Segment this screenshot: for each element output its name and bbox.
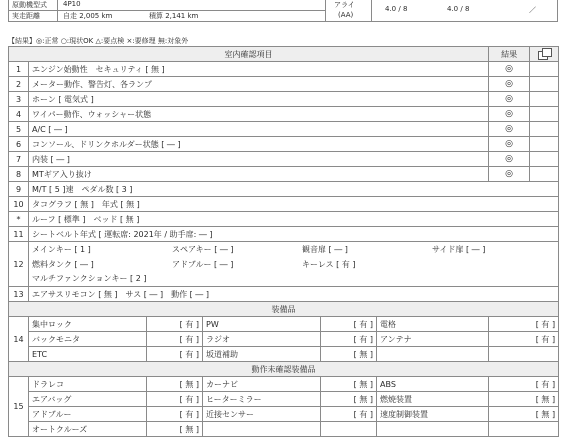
- table-row: [9, 122, 559, 137]
- equipment-title: 装備品: [9, 302, 559, 317]
- multi-function-key: マルチファンクションキー [ 2 ]: [29, 272, 559, 287]
- result-legend: 【結果】◎:正常 ○:現状OK △:要点検 ×:要修理 無:対象外: [8, 37, 189, 45]
- equip-name: [377, 347, 489, 362]
- copy-cell[interactable]: [530, 47, 559, 62]
- equip-value: [ 有 ]: [489, 317, 559, 332]
- row-spacer: [530, 92, 559, 107]
- row-spacer: [530, 122, 559, 137]
- table-row: [9, 137, 559, 152]
- row-number: 13: [9, 287, 29, 302]
- equip-name: カーナビ: [203, 377, 321, 392]
- row-number: 1: [9, 62, 29, 77]
- row-number: 15: [9, 377, 29, 437]
- equip-name: ドラレコ: [29, 377, 147, 392]
- table-row: [9, 422, 559, 437]
- row-spacer: [530, 77, 559, 92]
- equip-name: オートクルーズ: [29, 422, 147, 437]
- equip-value: [ 無 ]: [321, 377, 377, 392]
- alignment-slash: ／: [529, 6, 536, 14]
- table-row: [9, 272, 559, 287]
- row-text: コンソール、ドリンクホルダー状態 [ ― ]: [29, 137, 489, 152]
- row-text: シートベルト年式 [ 運転席: 2021年 / 助手席: ― ]: [29, 227, 559, 242]
- keys-line-2: [29, 257, 559, 272]
- unverified-title: 動作未確認装備品: [9, 362, 559, 377]
- table-row: [9, 107, 559, 122]
- mileage-meter: 自走 2,005 km: [63, 12, 113, 20]
- row-spacer: [530, 167, 559, 182]
- equip-value: [ 有 ]: [489, 332, 559, 347]
- equip-name: [203, 422, 321, 437]
- equip-value: [321, 422, 377, 437]
- equip-name: バックモニタ: [29, 332, 147, 347]
- equip-value: [ 無 ]: [147, 377, 203, 392]
- row-number: 2: [9, 77, 29, 92]
- rear-door: 観音扉 [ ― ]: [302, 244, 348, 254]
- interior-title: 室内確認項目: [9, 47, 489, 62]
- table-row: [9, 257, 559, 272]
- mileage-label: 実走距離: [12, 12, 40, 20]
- row-result: ◎: [489, 122, 530, 137]
- table-row: [9, 197, 559, 212]
- row-text: MTギア入り抜け: [29, 167, 489, 182]
- row-result: ◎: [489, 62, 530, 77]
- row-result: ◎: [489, 167, 530, 182]
- equip-name: 燃焼装置: [377, 392, 489, 407]
- equip-value: [489, 347, 559, 362]
- row-text: メーター動作、警告灯、各ランプ: [29, 77, 489, 92]
- result-header: 結果: [489, 47, 530, 62]
- row-number: 4: [9, 107, 29, 122]
- adblue: アドブルー [ ― ]: [172, 259, 234, 269]
- row-text: エンジン始動性 セキュリティ [ 無 ]: [29, 62, 489, 77]
- equip-value: [ 有 ]: [147, 332, 203, 347]
- equip-value: [ 有 ]: [321, 407, 377, 422]
- row-number: 6: [9, 137, 29, 152]
- vehicle-info-box: [8, 0, 558, 22]
- equip-name: ETC: [29, 347, 147, 362]
- table-row: [9, 347, 559, 362]
- table-row: [9, 212, 559, 227]
- table-row: [9, 62, 559, 77]
- row-spacer: [530, 152, 559, 167]
- equip-value: [ 有 ]: [489, 377, 559, 392]
- table-row: [9, 92, 559, 107]
- row-number: 11: [9, 227, 29, 242]
- alignment-value-1: 4.0 / 8: [385, 5, 408, 13]
- table-row: [9, 392, 559, 407]
- keyless: キーレス [ 有 ]: [302, 259, 356, 269]
- equip-value: [ 無 ]: [321, 347, 377, 362]
- equip-name: アドブルー: [29, 407, 147, 422]
- side-door: サイド扉 [ ― ]: [432, 244, 486, 254]
- engine-model-label: 原動機型式: [12, 1, 47, 9]
- engine-model-value: 4P10: [63, 0, 81, 8]
- equip-name: ABS: [377, 377, 489, 392]
- row-text: ルーフ [ 標準 ] ベッド [ 無 ]: [29, 212, 559, 227]
- equip-name: 電格: [377, 317, 489, 332]
- equip-name: 集中ロック: [29, 317, 147, 332]
- row-text: A/C [ ― ]: [29, 122, 489, 137]
- equip-value: [ 有 ]: [321, 317, 377, 332]
- inspection-table: [8, 46, 559, 437]
- row-result: ◎: [489, 77, 530, 92]
- equip-name: 坂道補助: [203, 347, 321, 362]
- table-row: [9, 182, 559, 197]
- equip-value: [ 有 ]: [147, 347, 203, 362]
- table-row: [9, 332, 559, 347]
- equip-value: [ 無 ]: [489, 392, 559, 407]
- equip-value: [ 無 ]: [489, 407, 559, 422]
- table-row: [9, 167, 559, 182]
- main-key: メインキー [ 1 ]: [32, 244, 91, 254]
- equip-value: [ 有 ]: [147, 407, 203, 422]
- equip-value: [ 無 ]: [321, 392, 377, 407]
- row-number: 14: [9, 317, 29, 362]
- table-row: [9, 152, 559, 167]
- table-row: [9, 287, 559, 302]
- table-row: [9, 227, 559, 242]
- table-row: [9, 407, 559, 422]
- row-spacer: [530, 107, 559, 122]
- alignment-label: アライ: [334, 1, 355, 9]
- equip-value: [489, 422, 559, 437]
- alignment-value-2: 4.0 / 8: [447, 5, 470, 13]
- row-spacer: [530, 62, 559, 77]
- equip-name: ヒーターミラー: [203, 392, 321, 407]
- equip-name: 近接センサー: [203, 407, 321, 422]
- equip-name: アンテナ: [377, 332, 489, 347]
- spare-key: スペアキー [ ― ]: [172, 244, 234, 254]
- row-result: ◎: [489, 137, 530, 152]
- equip-value: [ 有 ]: [147, 317, 203, 332]
- row-text: M/T [ 5 ]速 ペダル数 [ 3 ]: [29, 182, 559, 197]
- table-row: [9, 77, 559, 92]
- row-number: *: [9, 212, 29, 227]
- row-number: 3: [9, 92, 29, 107]
- row-number: 8: [9, 167, 29, 182]
- alignment-unit: (AA): [338, 11, 354, 19]
- equip-name: PW: [203, 317, 321, 332]
- row-text: 内装 [ ― ]: [29, 152, 489, 167]
- row-number: 7: [9, 152, 29, 167]
- fuel-tank: 燃料タンク [ ― ]: [32, 259, 94, 269]
- mileage-odo: 積算 2,141 km: [149, 12, 199, 20]
- copy-icon[interactable]: [537, 48, 551, 59]
- row-number: 10: [9, 197, 29, 212]
- equip-name: [377, 422, 489, 437]
- equip-value: [ 有 ]: [147, 392, 203, 407]
- table-row: [9, 317, 559, 332]
- equip-name: 速度制御装置: [377, 407, 489, 422]
- row-result: ◎: [489, 92, 530, 107]
- row-result: ◎: [489, 152, 530, 167]
- table-row: [9, 242, 559, 257]
- equip-name: エアバッグ: [29, 392, 147, 407]
- keys-line-1: [29, 242, 559, 257]
- row-text: エアサスリモコン [ 無 ] サス [ ― ] 動作 [ ― ]: [29, 287, 559, 302]
- row-text: ホーン [ 電気式 ]: [29, 92, 489, 107]
- equip-value: [ 有 ]: [321, 332, 377, 347]
- row-result: ◎: [489, 107, 530, 122]
- equip-value: [ 無 ]: [147, 422, 203, 437]
- row-number: 5: [9, 122, 29, 137]
- table-row: [9, 377, 559, 392]
- row-number: 9: [9, 182, 29, 197]
- row-spacer: [530, 137, 559, 152]
- row-text: ワイパー動作、ウォッシャー状態: [29, 107, 489, 122]
- row-number: 12: [9, 242, 29, 287]
- equip-name: ラジオ: [203, 332, 321, 347]
- row-text: タコグラフ [ 無 ] 年式 [ 無 ]: [29, 197, 559, 212]
